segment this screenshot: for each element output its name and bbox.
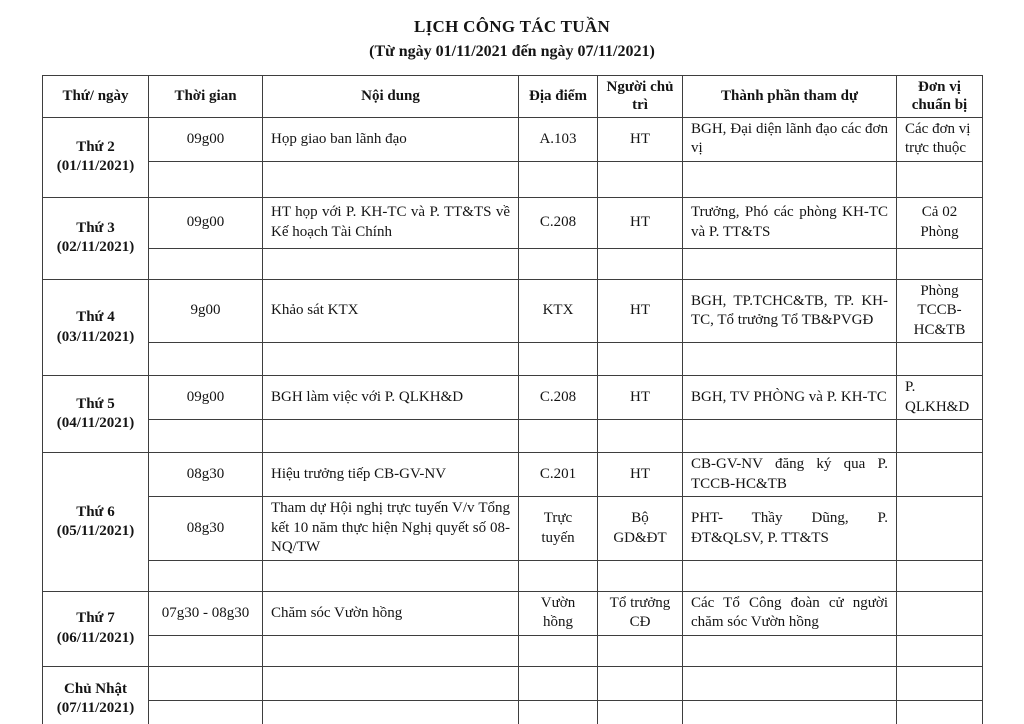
participants-cell	[683, 161, 897, 197]
participants-cell	[683, 700, 897, 724]
content-cell: Họp giao ban lãnh đạo	[263, 117, 519, 161]
day-name: Thứ 3	[76, 219, 115, 236]
prep-cell	[897, 453, 983, 497]
content-cell: HT họp với P. KH-TC và P. TT&TS về Kế hoạch Tài Chính	[263, 197, 519, 248]
content-cell: Chăm sóc Vườn hồng	[263, 591, 519, 635]
prep-cell	[897, 635, 983, 666]
participants-cell: BGH, TP.TCHC&TB, TP. KH-TC, Tổ trưởng Tổ TB&PVGĐ	[683, 279, 897, 343]
time-cell: 09g00	[149, 197, 263, 248]
table-row	[43, 591, 983, 635]
chair-cell	[598, 700, 683, 724]
location-cell	[519, 666, 598, 700]
participants-cell	[683, 248, 897, 279]
header-prep: Đơn vị chuẩn bị	[897, 75, 983, 117]
participants-cell: PHT- Thầy Dũng, P. ĐT&QLSV, P. TT&TS	[683, 497, 897, 561]
chair-cell: HT	[598, 279, 683, 343]
chair-cell	[598, 666, 683, 700]
location-cell: C.208	[519, 376, 598, 420]
title-block	[0, 15, 1024, 63]
location-cell	[519, 700, 598, 724]
table-row	[43, 666, 983, 700]
chair-cell	[598, 161, 683, 197]
participants-cell	[683, 635, 897, 666]
participants-cell: Các Tổ Công đoàn cử người chăm sóc Vườn hồng	[683, 591, 897, 635]
table-row	[43, 497, 983, 561]
day-cell	[43, 279, 149, 376]
content-cell	[263, 560, 519, 591]
chair-cell: HT	[598, 117, 683, 161]
chair-cell: Bộ GD&ĐT	[598, 497, 683, 561]
header-location: Địa điểm	[519, 75, 598, 117]
content-cell	[263, 343, 519, 376]
location-cell	[519, 560, 598, 591]
prep-cell	[897, 591, 983, 635]
table-row	[43, 279, 983, 343]
chair-cell	[598, 635, 683, 666]
day-cell	[43, 591, 149, 666]
day-date: (07/11/2021)	[56, 700, 135, 717]
prep-cell	[897, 497, 983, 561]
location-cell: A.103	[519, 117, 598, 161]
time-cell	[149, 248, 263, 279]
day-date: (06/11/2021)	[56, 629, 135, 646]
location-cell: KTX	[519, 279, 598, 343]
time-cell: 08g30	[149, 453, 263, 497]
day-name: Thứ 5	[76, 395, 115, 412]
day-date: (04/11/2021)	[56, 415, 135, 432]
day-name: Thứ 6	[76, 503, 115, 520]
day-name: Chủ Nhật	[64, 680, 127, 697]
prep-cell	[897, 161, 983, 197]
chair-cell: HT	[598, 453, 683, 497]
day-cell	[43, 376, 149, 453]
page-subtitle: (Từ ngày 01/11/2021 đến ngày 07/11/2021)	[369, 42, 655, 60]
day-cell	[43, 197, 149, 279]
location-cell	[519, 248, 598, 279]
content-cell: Khảo sát KTX	[263, 279, 519, 343]
time-cell	[149, 420, 263, 453]
prep-cell	[897, 343, 983, 376]
day-date: (02/11/2021)	[56, 239, 135, 256]
time-cell	[149, 635, 263, 666]
day-cell	[43, 117, 149, 197]
table-row	[43, 376, 983, 420]
time-cell: 09g00	[149, 117, 263, 161]
location-cell	[519, 161, 598, 197]
day-date: (01/11/2021)	[56, 158, 135, 175]
location-cell	[519, 635, 598, 666]
time-cell: 09g00	[149, 376, 263, 420]
day-name: Thứ 7	[76, 610, 115, 627]
table-row	[43, 161, 983, 197]
location-cell	[519, 420, 598, 453]
time-cell	[149, 666, 263, 700]
prep-cell: Các đơn vị trực thuộc	[897, 117, 983, 161]
participants-cell	[683, 420, 897, 453]
participants-cell: BGH, Đại diện lãnh đạo các đơn vị	[683, 117, 897, 161]
chair-cell	[598, 343, 683, 376]
day-date: (05/11/2021)	[56, 523, 135, 540]
table-row	[43, 700, 983, 724]
content-cell	[263, 248, 519, 279]
prep-cell	[897, 700, 983, 724]
day-cell	[43, 666, 149, 724]
table-row	[43, 197, 983, 248]
location-cell: Trực tuyến	[519, 497, 598, 561]
chair-cell	[598, 560, 683, 591]
page-title: LỊCH CÔNG TÁC TUẦN	[413, 17, 611, 36]
time-cell	[149, 700, 263, 724]
prep-cell	[897, 248, 983, 279]
time-cell	[149, 161, 263, 197]
header-time: Thời gian	[149, 75, 263, 117]
location-cell: Vườn hồng	[519, 591, 598, 635]
header-row	[43, 75, 983, 117]
chair-cell: Tổ trưởng CĐ	[598, 591, 683, 635]
content-cell	[263, 666, 519, 700]
time-cell	[149, 560, 263, 591]
prep-cell	[897, 420, 983, 453]
prep-cell	[897, 666, 983, 700]
content-cell: BGH làm việc với P. QLKH&D	[263, 376, 519, 420]
header-content: Nội dung	[263, 75, 519, 117]
prep-cell: Cả 02 Phòng	[897, 197, 983, 248]
time-cell: 08g30	[149, 497, 263, 561]
schedule-table	[42, 75, 983, 724]
prep-cell: P. QLKH&D	[897, 376, 983, 420]
header-chair: Người chủ trì	[598, 75, 683, 117]
time-cell: 9g00	[149, 279, 263, 343]
content-cell	[263, 161, 519, 197]
prep-cell	[897, 560, 983, 591]
participants-cell	[683, 560, 897, 591]
location-cell: C.201	[519, 453, 598, 497]
chair-cell	[598, 420, 683, 453]
table-row	[43, 420, 983, 453]
content-cell	[263, 700, 519, 724]
table-row	[43, 248, 983, 279]
header-day: Thứ/ ngày	[43, 75, 149, 117]
content-cell: Hiệu trưởng tiếp CB-GV-NV	[263, 453, 519, 497]
table-row	[43, 343, 983, 376]
chair-cell: HT	[598, 197, 683, 248]
participants-cell: CB-GV-NV đăng ký qua P. TCCB-HC&TB	[683, 453, 897, 497]
participants-cell	[683, 666, 897, 700]
table-row	[43, 453, 983, 497]
location-cell: C.208	[519, 197, 598, 248]
table-row	[43, 635, 983, 666]
chair-cell	[598, 248, 683, 279]
day-cell	[43, 453, 149, 592]
prep-cell: Phòng TCCB-HC&TB	[897, 279, 983, 343]
time-cell	[149, 343, 263, 376]
content-cell	[263, 420, 519, 453]
table-row	[43, 560, 983, 591]
day-name: Thứ 4	[76, 309, 115, 326]
content-cell	[263, 635, 519, 666]
participants-cell	[683, 343, 897, 376]
time-cell: 07g30 - 08g30	[149, 591, 263, 635]
table-row	[43, 117, 983, 161]
content-cell: Tham dự Hội nghị trực tuyến V/v Tổng kết 10 năm thực hiện Nghị quyết số 08-NQ/TW	[263, 497, 519, 561]
chair-cell: HT	[598, 376, 683, 420]
day-date: (03/11/2021)	[56, 328, 135, 345]
participants-cell: Trưởng, Phó các phòng KH-TC và P. TT&TS	[683, 197, 897, 248]
participants-cell: BGH, TV PHÒNG và P. KH-TC	[683, 376, 897, 420]
day-name: Thứ 2	[76, 138, 115, 155]
location-cell	[519, 343, 598, 376]
header-participants: Thành phần tham dự	[683, 75, 897, 117]
